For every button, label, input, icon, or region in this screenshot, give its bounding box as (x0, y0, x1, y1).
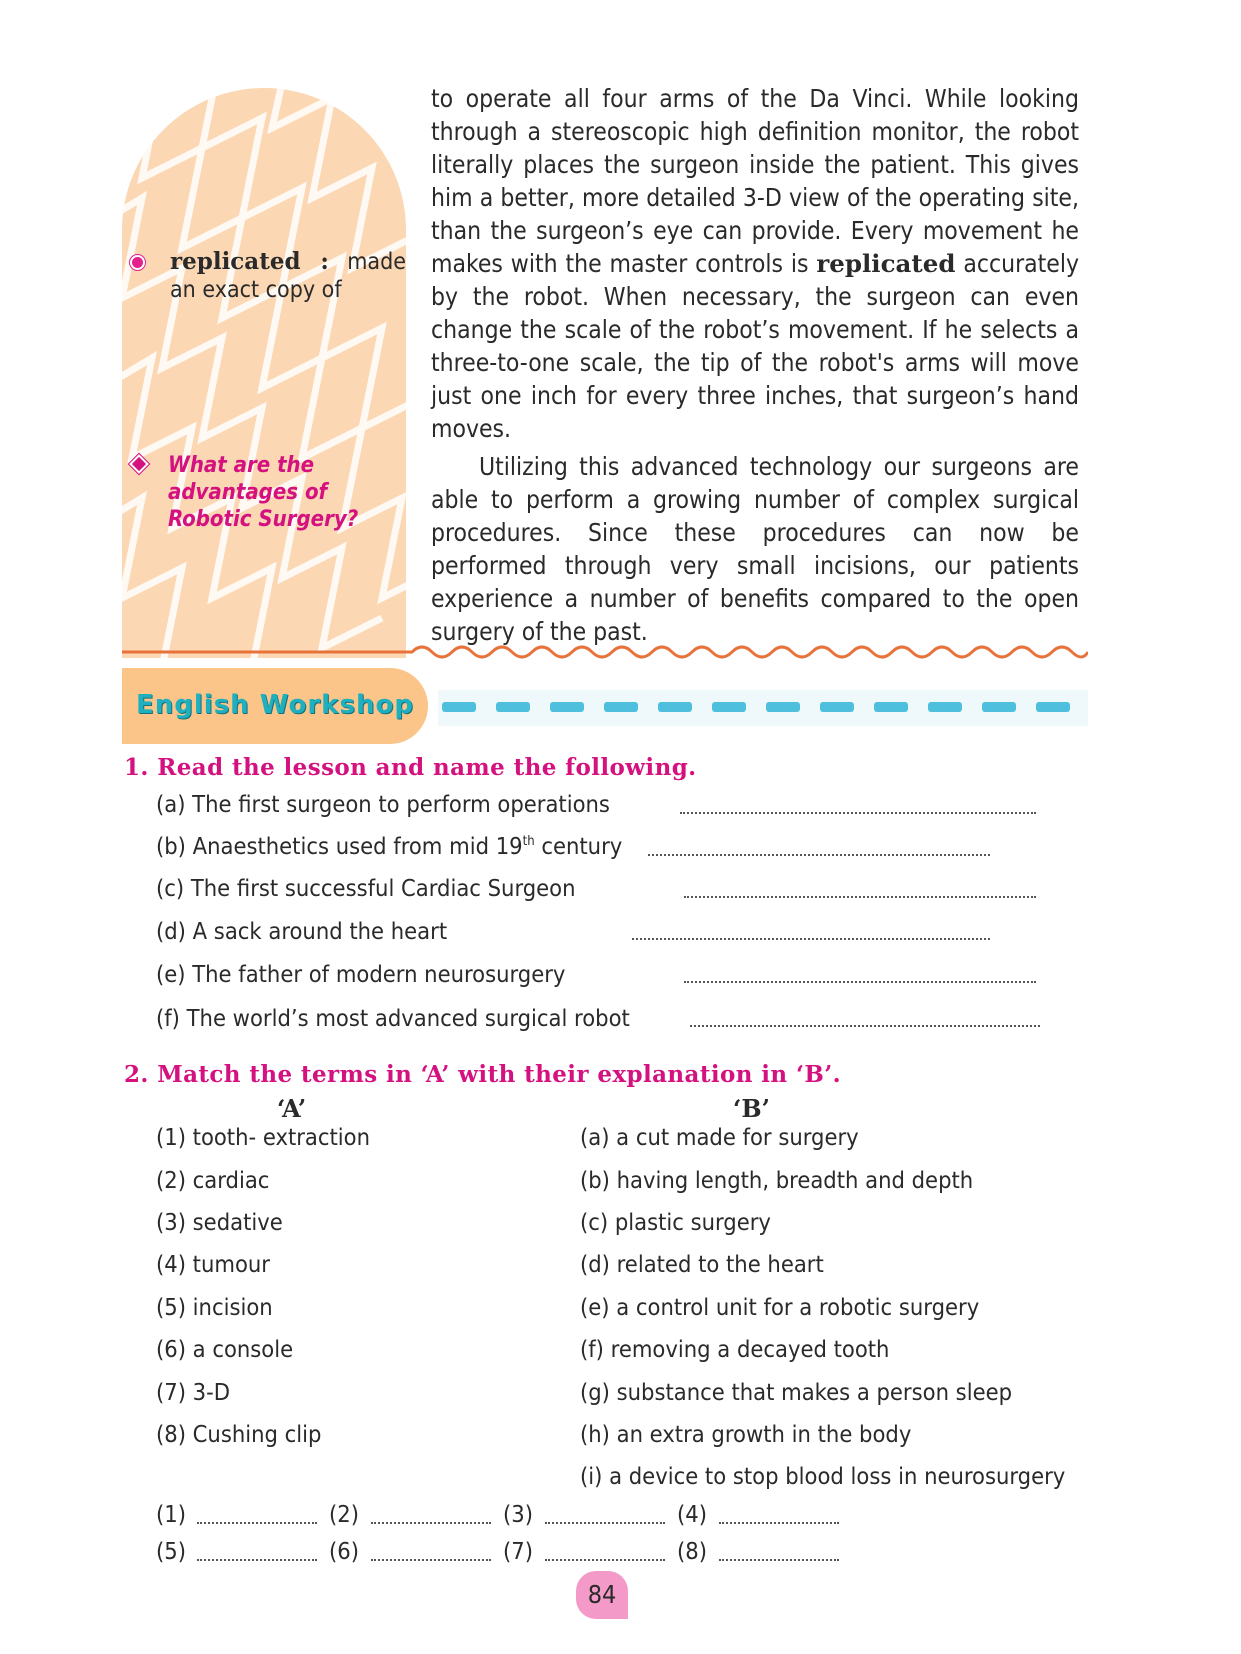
a-item-5: (5) incision (156, 1293, 273, 1321)
answer-line-b[interactable] (648, 854, 990, 856)
paragraph-1 (431, 82, 1079, 445)
a-item-3: (3) sedative (156, 1208, 283, 1236)
b-item-e: (e) a control unit for a robotic surgery (580, 1293, 980, 1321)
b-item-d: (d) related to the heart (580, 1250, 824, 1278)
answer-label-3: (3) (503, 1500, 533, 1528)
question-d: (d) A sack around the heart (156, 917, 448, 945)
answer-label-1: (1) (156, 1500, 186, 1528)
b-item-i: (i) a device to stop blood loss in neurosurgery (580, 1462, 1066, 1490)
answer-line-c[interactable] (684, 896, 1036, 898)
answer-line-e[interactable] (684, 981, 1036, 983)
b-item-f: (f) removing a decayed tooth (580, 1335, 890, 1363)
replicated-bold: replicated (816, 249, 956, 278)
glossary-entry (130, 248, 406, 304)
a-item-7: (7) 3-D (156, 1378, 231, 1406)
question-text: What are the advantages of Robotic Surgery? (168, 453, 359, 532)
column-b-heading: ‘B’ (733, 1094, 770, 1123)
section-1-heading: 1. Read the lesson and name the following. (124, 754, 697, 781)
answer-line-d[interactable] (632, 938, 990, 940)
question-e: (e) The father of modern neurosurgery (156, 960, 566, 988)
column-a-heading: ‘A’ (277, 1094, 307, 1123)
question-f: (f) The world’s most advanced surgical robot (156, 1004, 630, 1032)
paragraph-2: Utilizing this advanced technology our surgeons are able to perform a growing number of complex surgical procedures. Since these procedures can now be performed through very small incisions, our patients experience a number of benefits compared to the open surgery of the past. (431, 452, 1079, 646)
question-c: (c) The first successful Cardiac Surgeon (156, 874, 576, 902)
bullet-icon (130, 255, 145, 270)
answer-blank-6[interactable] (371, 1559, 491, 1561)
gloss-word: replicated : (170, 248, 329, 275)
question-b-sup: th (522, 834, 535, 850)
page-number: 84 (576, 1571, 628, 1619)
answer-label-4: (4) (677, 1500, 707, 1528)
a-item-6: (6) a console (156, 1335, 294, 1363)
answer-label-2: (2) (329, 1500, 359, 1528)
answer-blank-4[interactable] (719, 1522, 839, 1524)
sidebar-pattern (122, 88, 406, 658)
a-item-1: (1) tooth- extraction (156, 1123, 370, 1151)
wavy-divider (122, 640, 1088, 664)
question-b-tail: century (534, 832, 623, 860)
section-2-heading: 2. Match the terms in ‘A’ with their explanation in ‘B’. (124, 1061, 842, 1088)
answer-blank-5[interactable] (197, 1559, 317, 1561)
b-item-g: (g) substance that makes a person sleep (580, 1378, 1013, 1406)
a-item-2: (2) cardiac (156, 1166, 270, 1194)
sidebar-question (130, 452, 406, 533)
workshop-title: English Workshop (136, 690, 414, 720)
answer-label-7: (7) (503, 1537, 533, 1565)
question-b-text: (b) Anaesthetics used from mid 19 (156, 832, 523, 860)
workshop-banner (122, 668, 428, 744)
answer-blank-8[interactable] (719, 1559, 839, 1561)
answer-blank-1[interactable] (197, 1522, 317, 1524)
b-item-b: (b) having length, breadth and depth (580, 1166, 974, 1194)
answer-label-8: (8) (677, 1537, 707, 1565)
answer-label-5: (5) (156, 1537, 186, 1565)
paragraph-1-text: to operate all four arms of the Da Vinci. While looking through a stereoscopic high definition monitor, the robot literally places the surgeon inside the patient. This gives him a better, more detailed 3-D view of the operating site, than the surgeon’s eye can provide. Every movement he makes with the master controls is (431, 84, 1079, 278)
answer-blank-7[interactable] (545, 1559, 665, 1561)
sidebar-panel (122, 88, 406, 658)
b-item-a: (a) a cut made for surgery (580, 1123, 859, 1151)
answer-line-a[interactable] (680, 812, 1036, 814)
gloss-definition: made an exact copy of (170, 249, 406, 303)
question-a: (a) The first surgeon to perform operations (156, 790, 610, 818)
answer-blank-3[interactable] (545, 1522, 665, 1524)
dash-strip (438, 690, 1088, 726)
paragraph-1-end: accurately by the robot. When necessary, the surgeon can even change the scale of the robot’s movement. If he selects a three-to-one scale, the tip of the robot's arms will move just one inch for every three inches, that surgeon’s hand moves. (431, 249, 1080, 443)
answer-blank-2[interactable] (371, 1522, 491, 1524)
answer-label-6: (6) (329, 1537, 359, 1565)
b-item-c: (c) plastic surgery (580, 1208, 771, 1236)
a-item-4: (4) tumour (156, 1250, 270, 1278)
question-b (156, 832, 622, 860)
answer-line-f[interactable] (690, 1025, 1040, 1027)
a-item-8: (8) Cushing clip (156, 1420, 322, 1448)
b-item-h: (h) an extra growth in the body (580, 1420, 912, 1448)
diamond-bullet-icon (129, 454, 149, 474)
